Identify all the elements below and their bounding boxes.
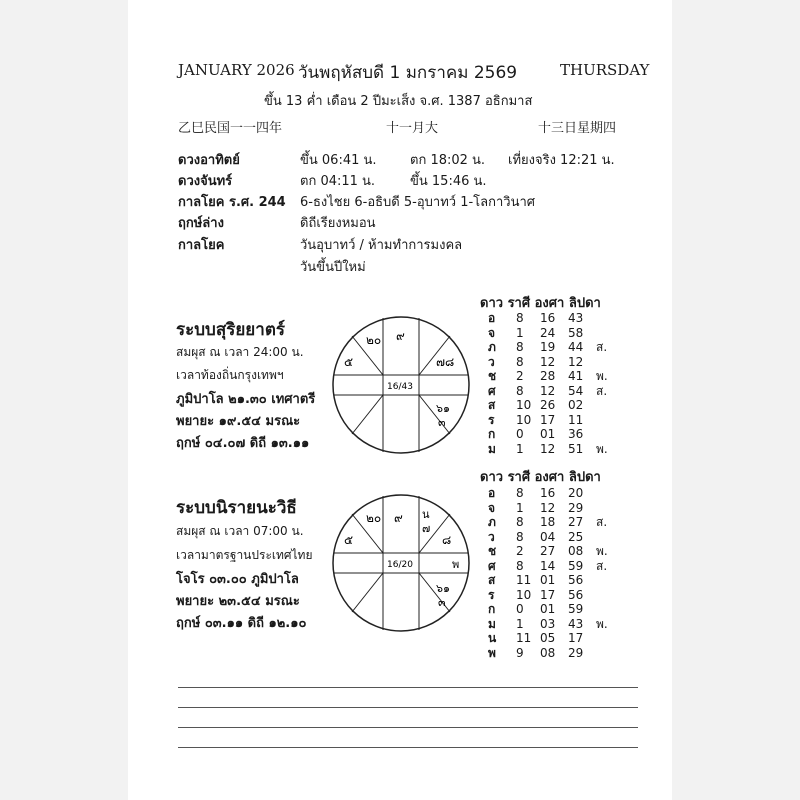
chinese-year: 乙巳民国一一四年 [178, 121, 283, 136]
system1-table-row [488, 398, 616, 413]
system2-table-note [596, 588, 616, 603]
system2-table-row [488, 573, 616, 588]
system2-table-planet: ช [488, 544, 497, 558]
system1-table-sign: 1 [516, 441, 524, 456]
system1-table-planet: ช [488, 369, 497, 383]
system2-table-minute: 59 [568, 602, 584, 616]
system1-line5: ฤกษ์ ๐๔.๐๗ ดิถี ๑๓.๑๑ [176, 436, 310, 451]
system1-table-sign: 8 [516, 311, 524, 325]
date-english: JANUARY 2026 [178, 61, 295, 79]
chinese-month: 十一月大 [386, 121, 439, 136]
system1-table-note [596, 355, 616, 370]
system1-house-tm: ๙ [396, 329, 405, 343]
system1-table-sign: 8 [516, 383, 524, 398]
system2-table-row [488, 631, 616, 646]
weekday-english: THURSDAY [560, 61, 650, 79]
system2-table-minute: 17 [568, 631, 584, 645]
system1-table-minute: 02 [568, 398, 584, 412]
system1-table-minute: 12 [568, 354, 584, 369]
system2-table-sign: 8 [516, 486, 524, 500]
system2-table-minute: 56 [568, 587, 584, 602]
system1-table-note: ส. [596, 340, 608, 354]
system2-table-note [596, 530, 616, 545]
kalayok-label: กาลโยค [178, 238, 225, 253]
system2-table-row [488, 602, 616, 617]
system2-table-note [596, 486, 616, 501]
system1-table-minute: 54 [568, 383, 584, 398]
almanac-page [128, 0, 672, 800]
reuk-value: ดิถีเรียงหมอน [300, 216, 376, 231]
system1-table-note [596, 413, 616, 428]
system2-table-sign: 10 [516, 587, 532, 602]
system1-table-minute: 51 [568, 441, 584, 456]
system1-table-note: พ. [596, 369, 608, 383]
system1-table-planet: ก [488, 427, 496, 441]
system2-table-minute: 27 [568, 515, 584, 529]
system1-table-sign: 0 [516, 427, 524, 441]
system2-line1: สมผุส ณ เวลา 07:00 น. [176, 524, 304, 538]
system1-table-planet: ร [488, 412, 495, 427]
reuk-label: ฤกษ์ล่าง [178, 216, 224, 231]
system2-house-tm: ๙ [394, 511, 403, 525]
system2-table-row [488, 515, 616, 530]
system1-table-sign: 10 [516, 398, 532, 412]
system2-table-degree: 16 [540, 486, 556, 500]
system2-table-degree: 01 [540, 573, 556, 587]
system2-table-note [596, 501, 616, 516]
system1-center-value: 16/43 [387, 382, 413, 392]
system1-table-degree: 17 [540, 412, 556, 427]
system2-table-header: ดาว ราศี องศา ลิปดา [480, 470, 601, 485]
system1-table-row [488, 355, 616, 370]
system2-table-planet: น [488, 631, 497, 645]
system2-table-sign: 2 [516, 544, 524, 558]
system2-table-note: พ. [596, 544, 608, 558]
system2-line5: ฤกษ์ ๐๓.๑๑ ดิถี ๑๒.๑๐ [176, 616, 307, 631]
system2-table-note [596, 573, 616, 588]
system1-table-degree: 12 [540, 441, 556, 456]
system2-table-degree: 03 [540, 616, 556, 631]
system1-table-minute: 43 [568, 311, 584, 325]
system1-table-degree: 01 [540, 427, 556, 441]
system2-table-minute: 59 [568, 558, 584, 573]
sun-rise: ขึ้น 06:41 น. [300, 153, 377, 168]
system2-house-tl: ๒๐ [366, 511, 382, 525]
system2-table-row [488, 486, 616, 501]
system1-house-ml: ๕ [344, 355, 354, 369]
system2-house-tr: น [422, 508, 430, 521]
system1-table-minute: 58 [568, 325, 584, 340]
system1-table-note: ส. [596, 383, 608, 398]
system1-table-row [488, 340, 616, 355]
system1-table-note [596, 326, 616, 341]
system2-table-degree: 08 [540, 645, 556, 660]
system2-table-sign: 0 [516, 602, 524, 616]
system2-line4: พยายะ ๒๓.๕๔ มรณะ [176, 594, 300, 609]
system2-table-sign: 11 [516, 631, 532, 645]
system1-line3: ภูมิปาโล ๒๑.๓๐ เทศาตรี [176, 392, 316, 407]
moon-rise: ขึ้น 15:46 น. [410, 174, 487, 189]
system2-table-minute: 29 [568, 645, 584, 660]
system1-table-minute: 44 [568, 340, 584, 354]
system2-table-planet: ส [488, 573, 496, 587]
system1-table-degree: 24 [540, 325, 556, 340]
system1-table-note [596, 398, 616, 413]
system1-line1: สมผุส ณ เวลา 24:00 น. [176, 345, 304, 359]
system2-table-planet: ศ [488, 558, 496, 573]
system1-table-degree: 12 [540, 354, 556, 369]
system2-table-sign: 8 [516, 529, 524, 544]
system2-table-sign: 8 [516, 515, 524, 529]
system2-table-planet: ว [488, 529, 495, 544]
system2-table-degree: 17 [540, 587, 556, 602]
note-line [178, 747, 638, 748]
system1-table-planet: ส [488, 398, 496, 412]
system1-table-degree: 12 [540, 383, 556, 398]
kalayok-value-1: วันอุบาทว์ / ห้ามทำการมงคล [300, 238, 463, 253]
note-line [178, 707, 638, 708]
system1-table-planet: ม [488, 441, 496, 456]
system2-table-row [488, 544, 616, 559]
system2-table-degree: 18 [540, 515, 556, 529]
system2-table-row [488, 530, 616, 545]
system2-table-degree: 04 [540, 529, 556, 544]
system1-table-note [596, 427, 616, 442]
system1-table-note [596, 311, 616, 326]
system2-table-note [596, 631, 616, 646]
system2-line2: เวลามาตรฐานประเทศไทย [176, 548, 313, 562]
system2-table-planet: จ [488, 500, 496, 515]
system2-title: ระบบนิรายนะวิธี [176, 498, 297, 518]
moon-label: ดวงจันทร์ [178, 174, 233, 189]
system1-table-note: พ. [596, 441, 608, 456]
system2-house-tr2: ๗ [422, 522, 431, 535]
system1-line2: เวลาท้องถิ่นกรุงเทพฯ [176, 368, 284, 382]
system2-table-row [488, 646, 616, 661]
system2-table-planet: ร [488, 587, 495, 602]
system2-house-r: พ [452, 558, 460, 571]
system1-table-row [488, 384, 616, 399]
system2-horoscope-chart [330, 492, 472, 634]
system1-table-degree: 19 [540, 340, 556, 354]
system1-house-br: ๖๑ [436, 402, 450, 415]
system2-table-sign: 1 [516, 500, 524, 515]
system1-table-minute: 11 [568, 412, 584, 427]
sun-noon: เที่ยงจริง 12:21 น. [508, 153, 615, 168]
system2-table-note: พ. [596, 616, 608, 631]
system2-table-sign: 9 [516, 645, 524, 660]
system2-table-planet: ภ [488, 515, 496, 529]
system2-table-row [488, 588, 616, 603]
system2-table-note [596, 602, 616, 617]
system2-table-planet: ก [488, 602, 496, 616]
system1-house-br2: ๓ [438, 416, 446, 429]
system2-house-ml: ๕ [344, 533, 354, 547]
system2-table-sign: 11 [516, 573, 532, 587]
system2-table-minute: 08 [568, 544, 584, 558]
sun-label: ดวงอาทิตย์ [178, 153, 240, 168]
system2-table-planet: พ [488, 645, 496, 660]
system2-table-row [488, 559, 616, 574]
system1-house-mr: ๗๘ [436, 355, 455, 369]
system1-table-minute: 36 [568, 427, 584, 441]
system1-horoscope-chart [330, 314, 472, 456]
moon-set: ตก 04:11 น. [300, 174, 376, 189]
system1-table-planet: ภ [488, 340, 496, 354]
system2-table-row [488, 501, 616, 516]
system1-table-row [488, 311, 616, 326]
system1-table-sign: 1 [516, 325, 524, 340]
system2-line3: โจโร ๐๓.๐๐ ภูมิปาโล [176, 572, 299, 587]
system2-house-br: ๖๑ [436, 582, 450, 595]
system2-table-minute: 20 [568, 486, 584, 500]
system2-table-planet: ม [488, 616, 496, 631]
system2-table-degree: 12 [540, 500, 556, 515]
system2-table-minute: 25 [568, 529, 584, 544]
system2-house-br2: ๓ [438, 596, 446, 609]
system2-center-value: 16/20 [387, 560, 413, 570]
system1-table-degree: 16 [540, 311, 556, 325]
system1-table-row [488, 442, 616, 457]
system1-table-sign: 8 [516, 340, 524, 354]
system1-positions-table [488, 311, 616, 456]
system1-table-planet: ว [488, 354, 495, 369]
system2-house-mr: ๘ [442, 533, 452, 547]
date-thai: วันพฤหัสบดี 1 มกราคม 2569 [298, 63, 518, 83]
system2-table-row [488, 617, 616, 632]
system1-line4: พยายะ ๑๙.๕๔ มรณะ [176, 414, 301, 429]
system2-table-degree: 05 [540, 631, 556, 645]
system1-table-row [488, 413, 616, 428]
sun-set: ตก 18:02 น. [410, 153, 486, 168]
system2-positions-table [488, 486, 616, 660]
system1-house-tl: ๒๐ [366, 333, 382, 347]
system1-table-row [488, 427, 616, 442]
system2-table-note: ส. [596, 515, 608, 529]
system1-table-header: ดาว ราศี องศา ลิปดา [480, 296, 601, 311]
system1-table-minute: 41 [568, 369, 584, 383]
system2-table-degree: 14 [540, 558, 556, 573]
system1-table-planet: จ [488, 325, 496, 340]
system2-table-minute: 43 [568, 616, 584, 631]
system1-table-sign: 2 [516, 369, 524, 383]
system1-table-row [488, 369, 616, 384]
system1-title: ระบบสุริยยาตร์ [176, 320, 285, 340]
system1-table-planet: ศ [488, 383, 496, 398]
system2-table-minute: 29 [568, 500, 584, 515]
system2-table-sign: 8 [516, 558, 524, 573]
kalayok-value-2: วันขึ้นปีใหม่ [300, 260, 366, 275]
system1-table-sign: 10 [516, 412, 532, 427]
system2-table-sign: 1 [516, 616, 524, 631]
system1-table-degree: 26 [540, 398, 556, 412]
note-line [178, 687, 638, 688]
kalayok-rs-label: กาลโยค ร.ศ. 244 [178, 195, 286, 210]
system1-table-degree: 28 [540, 369, 556, 383]
system1-table-planet: อ [488, 311, 496, 325]
chinese-day: 十三日星期四 [538, 121, 617, 136]
system2-table-minute: 56 [568, 573, 584, 587]
system1-table-row [488, 326, 616, 341]
system2-table-degree: 01 [540, 602, 556, 616]
note-line [178, 727, 638, 728]
system2-table-note: ส. [596, 558, 608, 573]
system1-table-sign: 8 [516, 354, 524, 369]
system2-table-planet: อ [488, 486, 496, 500]
kalayok-rs-value: 6-ธงไชย 6-อธิบดี 5-อุบาทว์ 1-โลกาวินาศ [300, 195, 536, 210]
system2-table-degree: 27 [540, 544, 556, 558]
lunar-date: ขึ้น 13 ค่ำ เดือน 2 ปีมะเส็ง จ.ศ. 1387 อธิกมาส [264, 94, 533, 109]
system2-table-note [596, 646, 616, 661]
